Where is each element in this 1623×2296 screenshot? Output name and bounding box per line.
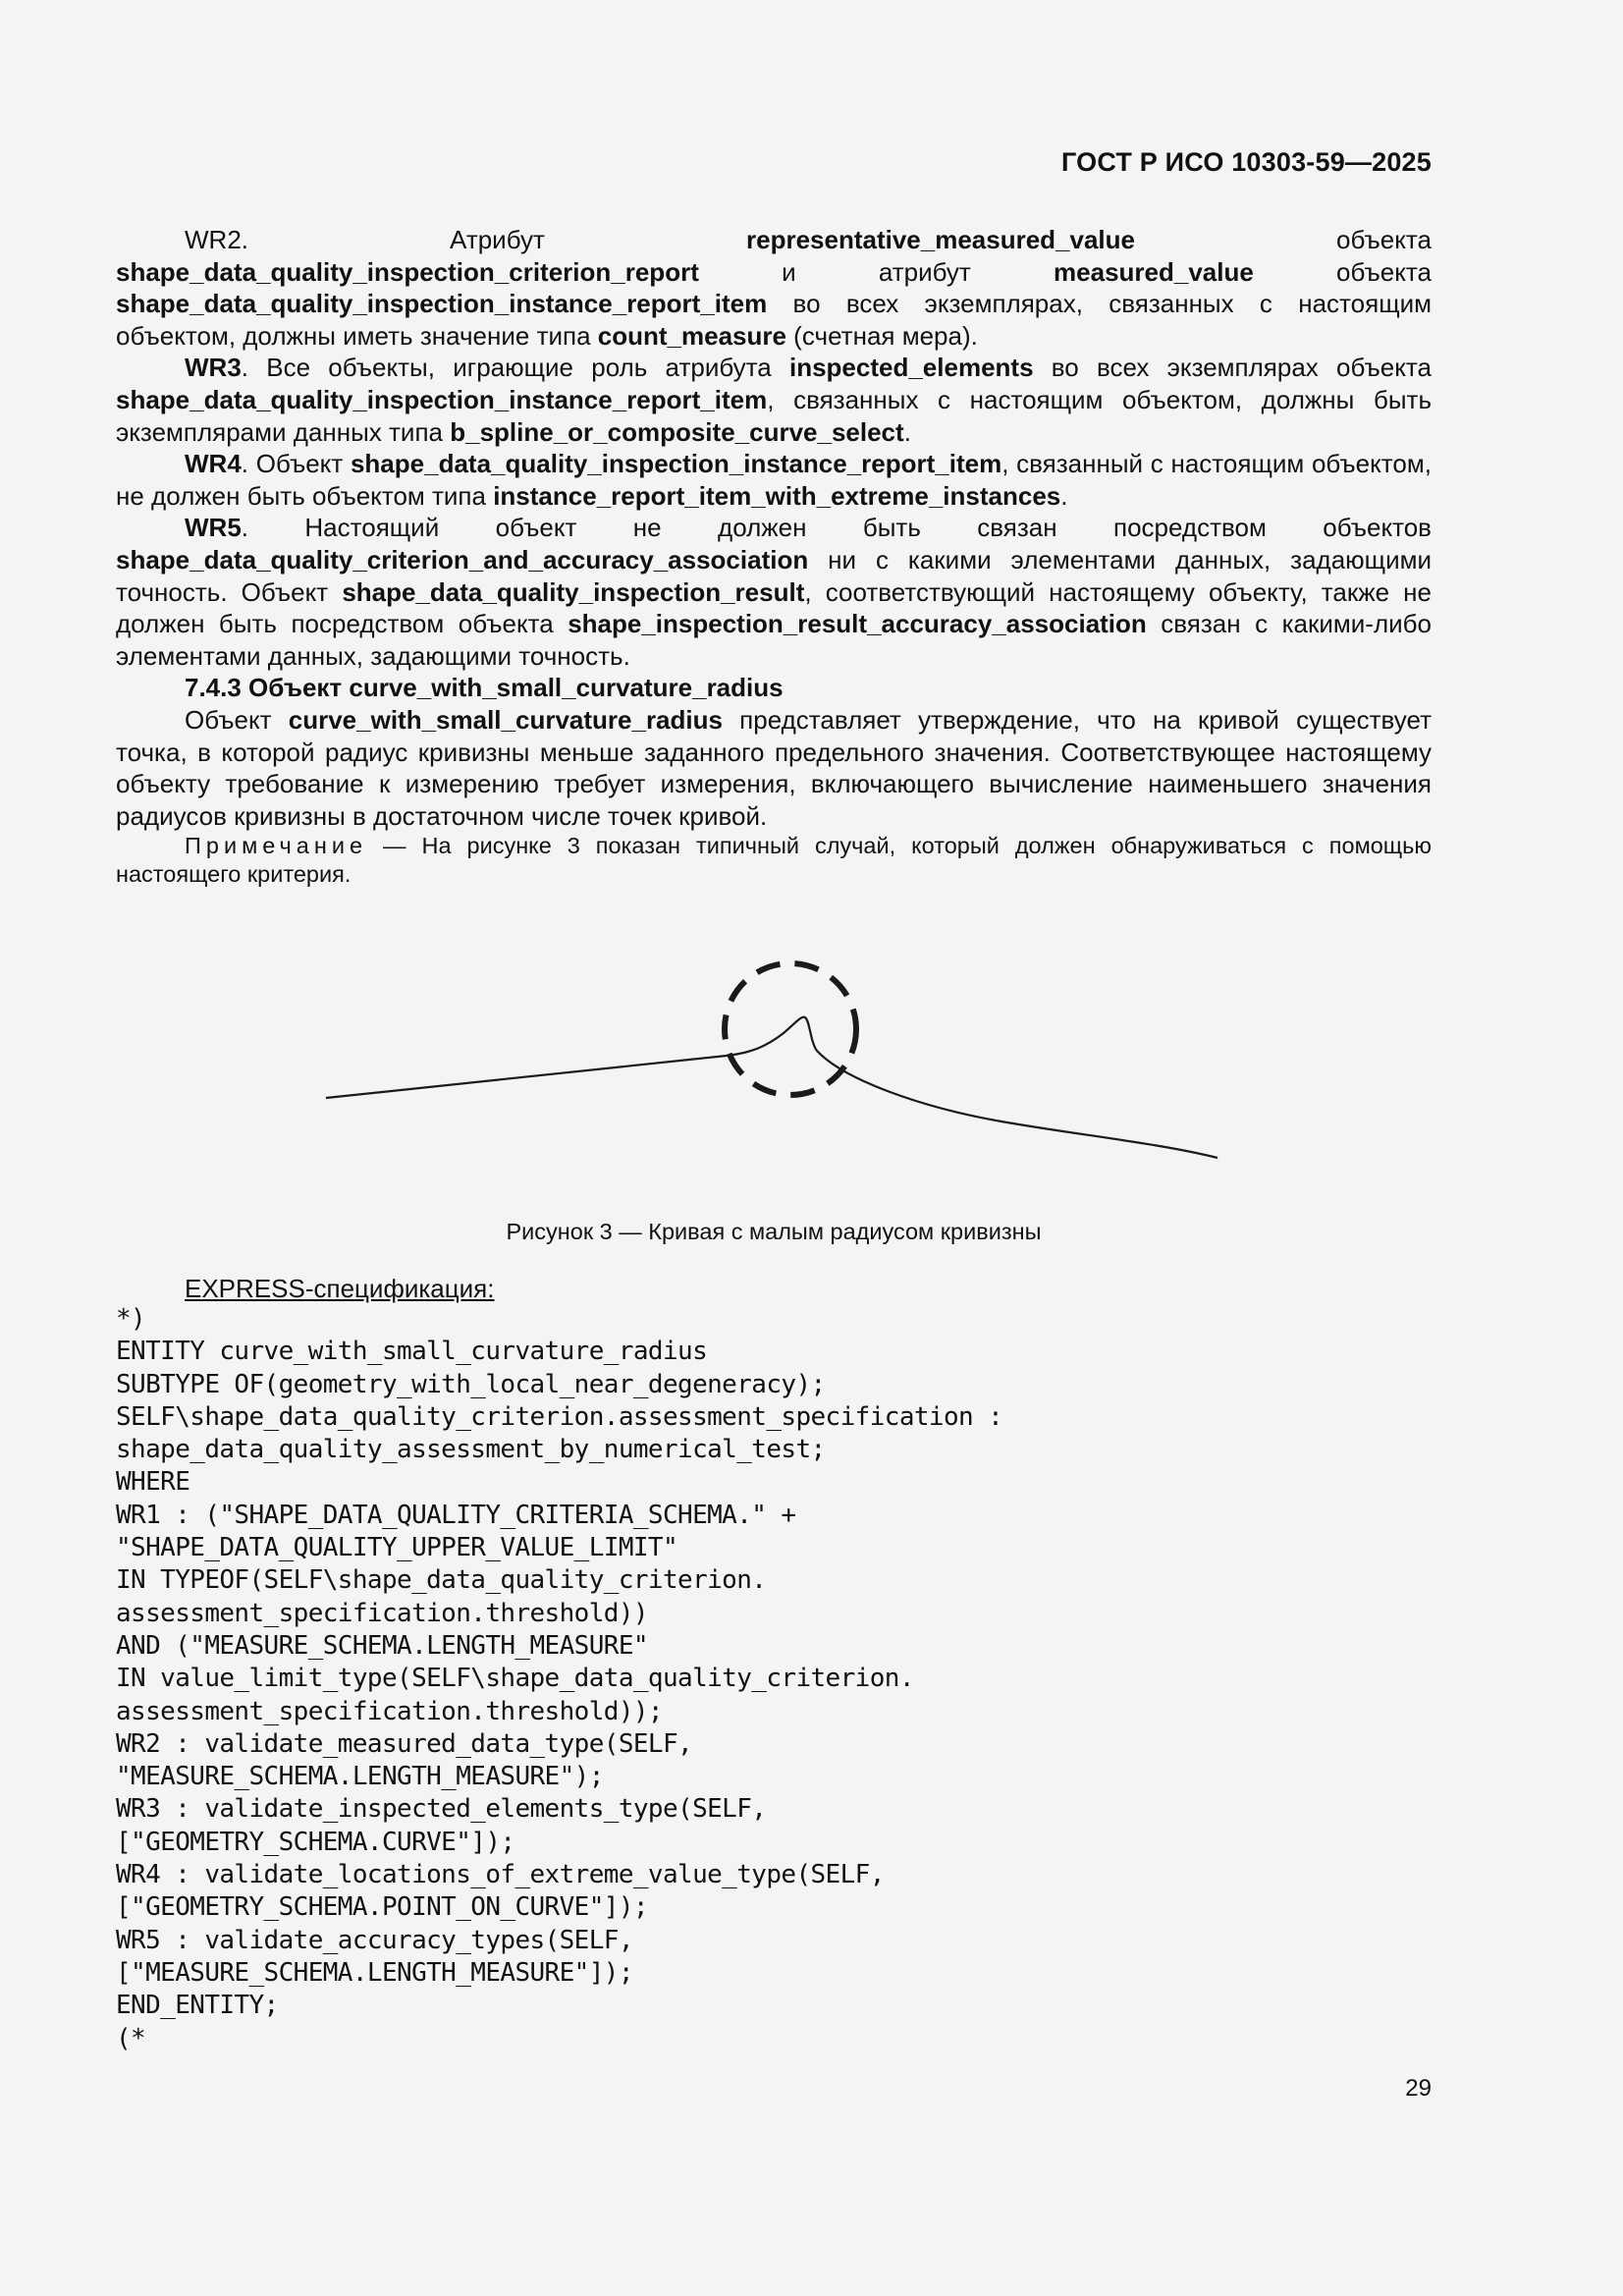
code-line: WR2 : validate_measured_data_type(SELF, [116,1728,693,1759]
paragraph-intro [116,704,1432,832]
term: shape_data_quality_inspection_instance_report_item [116,384,768,414]
section-heading: 7.4.3 Объект curve_with_small_curvature_radius [185,673,784,703]
body-text [116,224,1432,889]
text-run: объекта [1135,225,1432,254]
term: shape_data_quality_inspection_instance_report_item [350,449,1002,479]
code-line: IN TYPEOF(SELF\shape_data_quality_criterion. [116,1565,767,1596]
express-code [116,1303,1432,2055]
term: representative_measured_value [745,225,1135,254]
term: shape_data_quality_inspection_result [342,576,805,607]
figure-caption: Рисунок 3 — Кривая с малым радиусом кривизны [506,1219,1042,1244]
text-run: объекта [1253,256,1433,287]
code-line: "SHAPE_DATA_QUALITY_UPPER_VALUE_LIMIT" [116,1533,678,1563]
code-line: ["GEOMETRY_SCHEMA.CURVE"]); [116,1827,515,1857]
code-line: SELF\shape_data_quality_criterion.assessment_specification : [116,1401,1003,1432]
text-run: ни с какими элементами данных, задающими точность. Объект [116,544,1432,607]
term: measured_value [1054,256,1254,287]
standard-header: ГОСТ Р ИСО 10303-59—2025 [1061,147,1432,177]
code-line: WR3 : validate_inspected_elements_type(SELF, [116,1794,767,1825]
code-line: SUBTYPE OF(geometry_with_local_near_degeneracy); [116,1369,826,1399]
text-run: (счетная мера). [785,320,978,351]
text-run: . Все объекты, играющие роль атрибута [241,353,789,383]
code-line: assessment_specification.threshold)); [116,1696,663,1726]
code-line: AND ("MEASURE_SCHEMA.LENGTH_MEASURE" [116,1630,648,1661]
code-line: WHERE [116,1467,190,1498]
note-label: Примечание [185,833,368,859]
code-line: (* [116,2023,146,2053]
term: count_measure [597,320,786,351]
code-line: END_ENTITY; [116,1991,279,2021]
term: shape_inspection_result_accuracy_association [568,609,1147,639]
rule-label: WR5 [185,513,242,543]
code-line: ENTITY curve_with_small_curvature_radius [116,1337,708,1367]
text-run: . [903,416,911,447]
code-line: IN value_limit_type(SELF\shape_data_quality_criterion. [116,1664,914,1694]
figure-curve [314,943,1247,1178]
text-run: и атрибут [698,256,1055,287]
term: shape_data_quality_inspection_instance_report_item [116,289,768,319]
term: b_spline_or_composite_curve_select [450,416,904,447]
code-line: shape_data_quality_assessment_by_numerical_test; [116,1435,826,1465]
text-run: во всех экземплярах, связанных с настоящим объектом, должны иметь значение типа [116,289,1432,351]
highlight-circle [725,963,856,1095]
curve-line [326,1017,1217,1158]
code-line: "MEASURE_SCHEMA.LENGTH_MEASURE"); [116,1762,604,1792]
note-text: — На рисунке 3 показан типичный случай, который должен обнаруживаться с помощью настоящего критерия. [116,833,1432,888]
text-run: , связанный с настоящим объектом, не должен быть объектом типа [116,449,1432,511]
code-line: WR1 : ("SHAPE_DATA_QUALITY_CRITERIA_SCHEMA." + [116,1500,796,1530]
rule-label: WR3 [185,353,242,383]
text-run: во всех экземплярах объекта [1033,353,1432,383]
code-line: ["MEASURE_SCHEMA.LENGTH_MEASURE"]); [116,1957,633,1988]
text-run: представляет утверждение, что на кривой существует точка, в которой радиус кривизны меньше заданного предельного значения. Соответствующее настоящему объекту требование к измерению требует измерения, включающего вычисление наименьшего значения радиусов кривизны в достаточном числе точек кривой. [116,704,1432,831]
text-run: . Объект [241,449,351,479]
text-run: Объект [185,704,289,735]
page-number: 29 [1405,2075,1432,2102]
paragraph-wr3 [116,352,1432,448]
text-run: связан с какими-либо элементами данных, задающими точность. [116,609,1432,671]
term: instance_report_item_with_extreme_instances [493,480,1061,511]
text-run: , связанных с настоящим объектом, должны быть экземплярами данных типа [116,384,1432,447]
note [116,832,1432,889]
express-label: EXPRESS-спецификация: [185,1274,495,1303]
paragraph-wr4 [116,448,1432,512]
term: shape_data_quality_inspection_criterion_report [116,256,699,287]
term: shape_data_quality_criterion_and_accuracy_association [116,544,809,574]
term: curve_with_small_curvature_radius [288,704,723,735]
code-line: assessment_specification.threshold)) [116,1598,648,1628]
text-run: , соответствующий настоящему объекту, также не должен быть посредством объекта [116,576,1432,639]
paragraph-wr5 [116,512,1432,672]
code-line: ["GEOMETRY_SCHEMA.POINT_ON_CURVE"]); [116,1892,648,1923]
code-line: WR5 : validate_accuracy_types(SELF, [116,1925,633,1955]
text-run: . [1060,480,1068,511]
text-run: . Настоящий объект не должен быть связан посредством объектов [241,513,1432,543]
rule-label: WR4 [185,449,242,479]
code-line: WR4 : validate_locations_of_extreme_value_type(SELF, [116,1860,885,1890]
code-line: *) [116,1304,146,1334]
paragraph-wr2 [116,224,1432,352]
text-run: WR2. Атрибут [185,225,746,254]
term: inspected_elements [788,353,1034,383]
